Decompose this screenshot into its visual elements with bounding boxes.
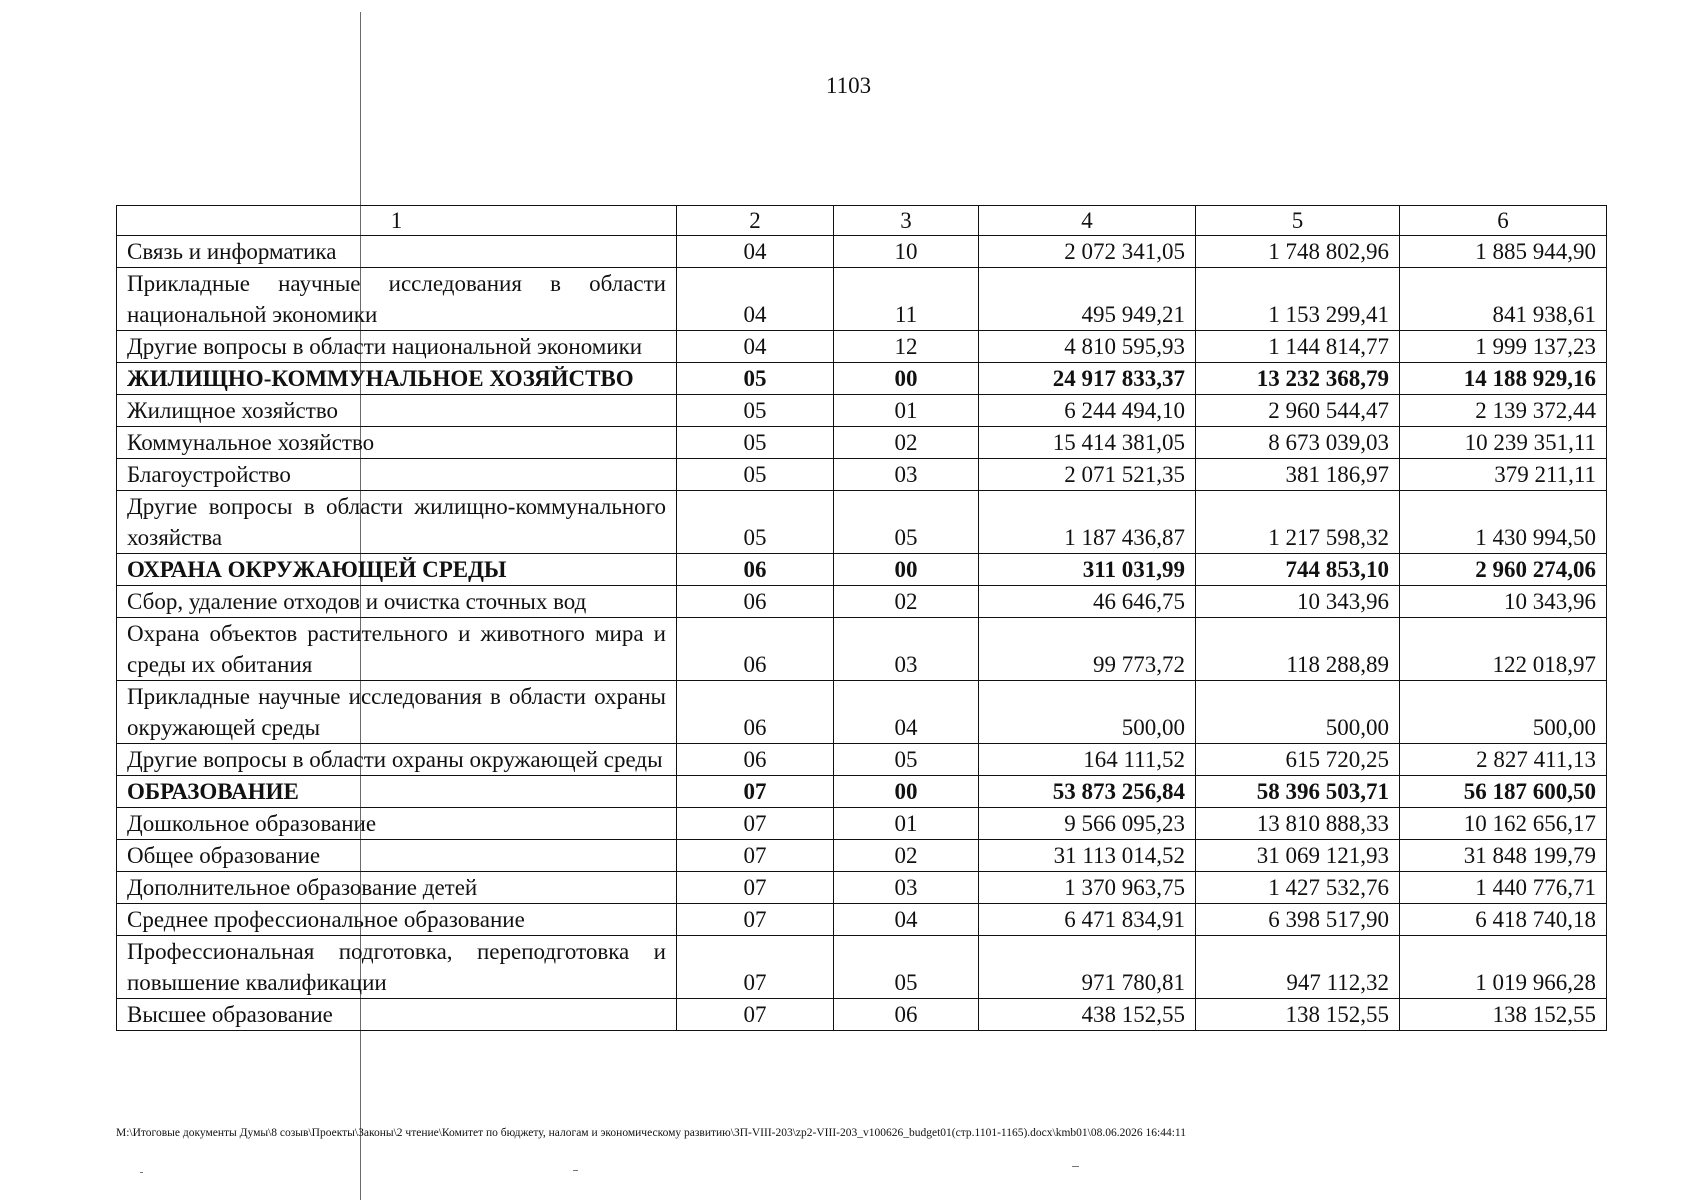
- table-row: [117, 268, 1607, 331]
- section-code: 05: [677, 459, 834, 491]
- amount-col5: 381 186,97: [1196, 459, 1400, 491]
- amount-col4: 24 917 833,37: [979, 363, 1196, 395]
- table-header-row: [117, 206, 1607, 236]
- amount-col6: 10 239 351,11: [1400, 427, 1607, 459]
- row-name: Другие вопросы в области жилищно-коммунального хозяйства: [117, 491, 677, 554]
- section-code: 07: [677, 808, 834, 840]
- amount-col5: 13 810 888,33: [1196, 808, 1400, 840]
- amount-col5: 6 398 517,90: [1196, 904, 1400, 936]
- amount-col6: 10 343,96: [1400, 586, 1607, 618]
- amount-col5: 8 673 039,03: [1196, 427, 1400, 459]
- amount-col6: 1 430 994,50: [1400, 491, 1607, 554]
- row-name: Дошкольное образование: [117, 808, 677, 840]
- row-name: Коммунальное хозяйство: [117, 427, 677, 459]
- amount-col6: 841 938,61: [1400, 268, 1607, 331]
- amount-col6: 1 999 137,23: [1400, 331, 1607, 363]
- amount-col5: 615 720,25: [1196, 744, 1400, 776]
- table-section-row: [117, 554, 1607, 586]
- amount-col5: 1 217 598,32: [1196, 491, 1400, 554]
- amount-col4: 1 187 436,87: [979, 491, 1196, 554]
- amount-col4: 6 244 494,10: [979, 395, 1196, 427]
- row-name: Прикладные научные исследования в области охраны окружающей среды: [117, 681, 677, 744]
- amount-col6: 379 211,11: [1400, 459, 1607, 491]
- table-section-row: [117, 363, 1607, 395]
- row-name: ЖИЛИЩНО-КОММУНАЛЬНОЕ ХОЗЯЙСТВО: [117, 363, 677, 395]
- row-name: Другие вопросы в области национальной экономики: [117, 331, 677, 363]
- row-name: Другие вопросы в области охраны окружающей среды: [117, 744, 677, 776]
- amount-col6: 2 960 274,06: [1400, 554, 1607, 586]
- subsection-code: 10: [834, 236, 979, 268]
- section-code: 06: [677, 681, 834, 744]
- amount-col4: 9 566 095,23: [979, 808, 1196, 840]
- section-code: 06: [677, 744, 834, 776]
- subsection-code: 00: [834, 776, 979, 808]
- section-code: 06: [677, 554, 834, 586]
- amount-col4: 6 471 834,91: [979, 904, 1196, 936]
- section-code: 05: [677, 427, 834, 459]
- subsection-code: 00: [834, 363, 979, 395]
- amount-col4: 971 780,81: [979, 936, 1196, 999]
- table-row: [117, 427, 1607, 459]
- amount-col5: 31 069 121,93: [1196, 840, 1400, 872]
- amount-col4: 438 152,55: [979, 999, 1196, 1031]
- section-code: 04: [677, 236, 834, 268]
- amount-col5: 1 427 532,76: [1196, 872, 1400, 904]
- row-name: Профессиональная подготовка, переподготовка и повышение квалификации: [117, 936, 677, 999]
- table-row: [117, 331, 1607, 363]
- amount-col4: 46 646,75: [979, 586, 1196, 618]
- section-code: 05: [677, 395, 834, 427]
- amount-col5: 1 144 814,77: [1196, 331, 1400, 363]
- table-row: [117, 999, 1607, 1031]
- amount-col4: 31 113 014,52: [979, 840, 1196, 872]
- amount-col4: 1 370 963,75: [979, 872, 1196, 904]
- subsection-code: 03: [834, 618, 979, 681]
- amount-col6: 1 019 966,28: [1400, 936, 1607, 999]
- amount-col5: 58 396 503,71: [1196, 776, 1400, 808]
- amount-col4: 311 031,99: [979, 554, 1196, 586]
- section-code: 05: [677, 363, 834, 395]
- row-name: Среднее профессиональное образование: [117, 904, 677, 936]
- amount-col5: 744 853,10: [1196, 554, 1400, 586]
- subsection-code: 11: [834, 268, 979, 331]
- amount-col4: 495 949,21: [979, 268, 1196, 331]
- amount-col5: 500,00: [1196, 681, 1400, 744]
- table-row: [117, 491, 1607, 554]
- subsection-code: 03: [834, 459, 979, 491]
- section-code: 07: [677, 840, 834, 872]
- column-header-2: 2: [677, 206, 834, 236]
- subsection-code: 05: [834, 936, 979, 999]
- section-code: 07: [677, 904, 834, 936]
- table-row: [117, 395, 1607, 427]
- row-name: Общее образование: [117, 840, 677, 872]
- subsection-code: 01: [834, 808, 979, 840]
- table-row: [117, 936, 1607, 999]
- table-row: [117, 808, 1607, 840]
- subsection-code: 04: [834, 681, 979, 744]
- section-code: 07: [677, 936, 834, 999]
- subsection-code: 12: [834, 331, 979, 363]
- table-row: [117, 744, 1607, 776]
- table-body: [117, 206, 1607, 1031]
- table-row: [117, 459, 1607, 491]
- amount-col4: 99 773,72: [979, 618, 1196, 681]
- section-code: 07: [677, 999, 834, 1031]
- amount-col4: 2 072 341,05: [979, 236, 1196, 268]
- table-row: [117, 872, 1607, 904]
- amount-col6: 6 418 740,18: [1400, 904, 1607, 936]
- scan-speck: [1072, 1166, 1079, 1167]
- amount-col5: 10 343,96: [1196, 586, 1400, 618]
- amount-col6: 10 162 656,17: [1400, 808, 1607, 840]
- section-code: 06: [677, 586, 834, 618]
- amount-col5: 2 960 544,47: [1196, 395, 1400, 427]
- row-name: Прикладные научные исследования в области национальной экономики: [117, 268, 677, 331]
- scan-speck: [140, 1172, 143, 1173]
- subsection-code: 06: [834, 999, 979, 1031]
- amount-col4: 53 873 256,84: [979, 776, 1196, 808]
- row-name: ОБРАЗОВАНИЕ: [117, 776, 677, 808]
- budget-table: [116, 205, 1607, 1031]
- subsection-code: 03: [834, 872, 979, 904]
- document-file-path: M:\Итоговые документы Думы\8 созыв\Проекты\Законы\2 чтение\Комитет по бюджету, налогам и экономическому развитию\ЗП-VIII-203\zp2-VIII-203_v100626_budget01(стр.1101-1165).docx\kmb01\08.06.2026 16:44:11: [116, 1127, 1186, 1139]
- amount-col4: 164 111,52: [979, 744, 1196, 776]
- section-code: 04: [677, 268, 834, 331]
- amount-col5: 1 153 299,41: [1196, 268, 1400, 331]
- amount-col5: 13 232 368,79: [1196, 363, 1400, 395]
- table-row: [117, 586, 1607, 618]
- amount-col6: 56 187 600,50: [1400, 776, 1607, 808]
- subsection-code: 02: [834, 586, 979, 618]
- amount-col6: 2 139 372,44: [1400, 395, 1607, 427]
- subsection-code: 02: [834, 840, 979, 872]
- amount-col5: 138 152,55: [1196, 999, 1400, 1031]
- row-name: Жилищное хозяйство: [117, 395, 677, 427]
- section-code: 06: [677, 618, 834, 681]
- section-code: 07: [677, 776, 834, 808]
- subsection-code: 04: [834, 904, 979, 936]
- subsection-code: 05: [834, 491, 979, 554]
- row-name: ОХРАНА ОКРУЖАЮЩЕЙ СРЕДЫ: [117, 554, 677, 586]
- table-row: [117, 681, 1607, 744]
- amount-col5: 947 112,32: [1196, 936, 1400, 999]
- section-code: 04: [677, 331, 834, 363]
- table-section-row: [117, 776, 1607, 808]
- row-name: Охрана объектов растительного и животного мира и среды их обитания: [117, 618, 677, 681]
- amount-col6: 500,00: [1400, 681, 1607, 744]
- subsection-code: 00: [834, 554, 979, 586]
- amount-col6: 31 848 199,79: [1400, 840, 1607, 872]
- amount-col4: 4 810 595,93: [979, 331, 1196, 363]
- table-row: [117, 840, 1607, 872]
- column-header-3: 3: [834, 206, 979, 236]
- amount-col4: 2 071 521,35: [979, 459, 1196, 491]
- column-header-4: 4: [979, 206, 1196, 236]
- subsection-code: 02: [834, 427, 979, 459]
- page-number: 1103: [825, 73, 872, 98]
- section-code: 05: [677, 491, 834, 554]
- row-name: Дополнительное образование детей: [117, 872, 677, 904]
- table-row: [117, 618, 1607, 681]
- amount-col6: 1 885 944,90: [1400, 236, 1607, 268]
- table-row: [117, 904, 1607, 936]
- amount-col6: 2 827 411,13: [1400, 744, 1607, 776]
- table-row: [117, 236, 1607, 268]
- row-name: Благоустройство: [117, 459, 677, 491]
- column-header-5: 5: [1196, 206, 1400, 236]
- amount-col5: 118 288,89: [1196, 618, 1400, 681]
- amount-col5: 1 748 802,96: [1196, 236, 1400, 268]
- scan-speck: [573, 1170, 578, 1171]
- amount-col6: 14 188 929,16: [1400, 363, 1607, 395]
- column-header-6: 6: [1400, 206, 1607, 236]
- subsection-code: 01: [834, 395, 979, 427]
- amount-col4: 15 414 381,05: [979, 427, 1196, 459]
- amount-col6: 1 440 776,71: [1400, 872, 1607, 904]
- amount-col6: 122 018,97: [1400, 618, 1607, 681]
- row-name: Сбор, удаление отходов и очистка сточных вод: [117, 586, 677, 618]
- amount-col6: 138 152,55: [1400, 999, 1607, 1031]
- column-header-1: 1: [117, 206, 677, 236]
- row-name: Высшее образование: [117, 999, 677, 1031]
- amount-col4: 500,00: [979, 681, 1196, 744]
- section-code: 07: [677, 872, 834, 904]
- subsection-code: 05: [834, 744, 979, 776]
- row-name: Связь и информатика: [117, 236, 677, 268]
